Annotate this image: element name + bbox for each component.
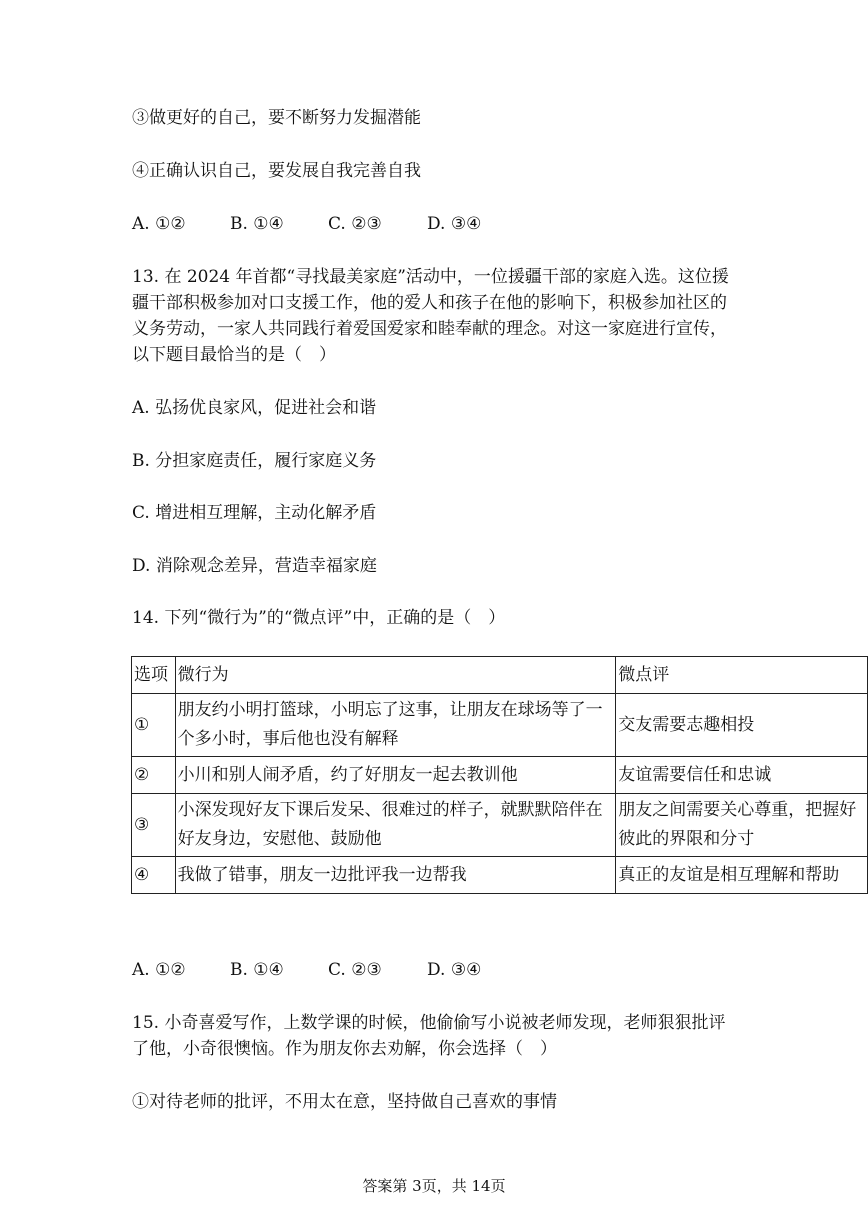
q15-stem-line-1: 15. 小奇喜爱写作，上数学课的时候，他偷偷写小说被老师发现，老师狠狠批评: [132, 1013, 726, 1033]
q15-stem-line-2: 了他，小奇很懊恼。作为朋友你去劝解，你会选择（ ）: [132, 1039, 557, 1059]
q14-row-3-num: ③: [132, 794, 176, 857]
q14-row-1-behavior: 朋友约小明打篮球，小明忘了这事，让朋友在球场等了一个多小时，事后他也没有解释: [175, 694, 616, 757]
q13-stem-line-2: 疆干部积极参加对口支援工作，他的爱人和孩子在他的影响下，积极参加社区的: [132, 293, 727, 313]
q12-item-3: ③做更好的自己，要不断努力发掘潜能: [132, 108, 421, 128]
q14-row-4-comment: 真正的友谊是相互理解和帮助: [616, 857, 868, 894]
q14-header-behavior: 微行为: [175, 657, 616, 694]
q14-choices: [132, 956, 507, 985]
q13-stem-line-3: 义务劳动，一家人共同践行着爱国爱家和睦奉献的理念。对这一家庭进行宣传，: [132, 319, 727, 339]
q14-row-3-behavior: 小深发现好友下课后发呆、很难过的样子，就默默陪伴在好友身边，安慰他、鼓励他: [175, 794, 616, 857]
q13-option-b: B. 分担家庭责任，履行家庭义务: [132, 451, 377, 471]
q14-table-row: [132, 794, 868, 857]
q13-option-d: D. 消除观念差异，营造幸福家庭: [132, 556, 377, 576]
q14-choice-c: C. ②③: [328, 960, 382, 980]
q12-choice-c: C. ②③: [328, 214, 382, 234]
q13-stem-line-1: 13. 在 2024 年首都“寻找最美家庭”活动中，一位援疆干部的家庭入选。这位援: [132, 267, 729, 287]
q14-choice-d: D. ③④: [427, 960, 482, 980]
q14-header-option: 选项: [132, 657, 176, 694]
q14-choice-b: B. ①④: [230, 960, 284, 980]
q15-item-1: ①对待老师的批评，不用太在意，坚持做自己喜欢的事情: [132, 1092, 557, 1112]
q14-table-row: [132, 757, 868, 794]
q12-choices: [132, 210, 507, 239]
q12-item-4: ④正确认识自己，要发展自我完善自我: [132, 161, 421, 181]
q14-table: [131, 656, 868, 894]
q14-header-comment: 微点评: [616, 657, 868, 694]
q14-stem: 14. 下列“微行为”的“微点评”中，正确的是（ ）: [132, 608, 506, 628]
q14-table-row: [132, 694, 868, 757]
q14-row-2-comment: 友谊需要信任和忠诚: [616, 757, 868, 794]
q13-option-c: C. 增进相互理解，主动化解矛盾: [132, 503, 377, 523]
q12-choice-d: D. ③④: [427, 214, 482, 234]
q14-row-1-comment: 交友需要志趣相投: [616, 694, 868, 757]
q14-row-2-behavior: 小川和别人闹矛盾，约了好朋友一起去教训他: [175, 757, 616, 794]
page-footer: 答案第 3页，共 14页: [362, 1177, 506, 1195]
q14-table-header-row: [132, 657, 868, 694]
q14-row-3-comment: 朋友之间需要关心尊重，把握好彼此的界限和分寸: [616, 794, 868, 857]
q14-row-4-num: ④: [132, 857, 176, 894]
q12-choice-b: B. ①④: [230, 214, 284, 234]
q12-choice-a: A. ①②: [132, 214, 186, 234]
q13-stem-line-4: 以下题目最恰当的是（ ）: [132, 345, 336, 365]
q14-row-2-num: ②: [132, 757, 176, 794]
q14-row-1-num: ①: [132, 694, 176, 757]
q14-choice-a: A. ①②: [132, 960, 186, 980]
q14-row-4-behavior: 我做了错事，朋友一边批评我一边帮我: [175, 857, 616, 894]
q13-option-a: A. 弘扬优良家风，促进社会和谐: [132, 398, 377, 418]
q14-table-row: [132, 857, 868, 894]
